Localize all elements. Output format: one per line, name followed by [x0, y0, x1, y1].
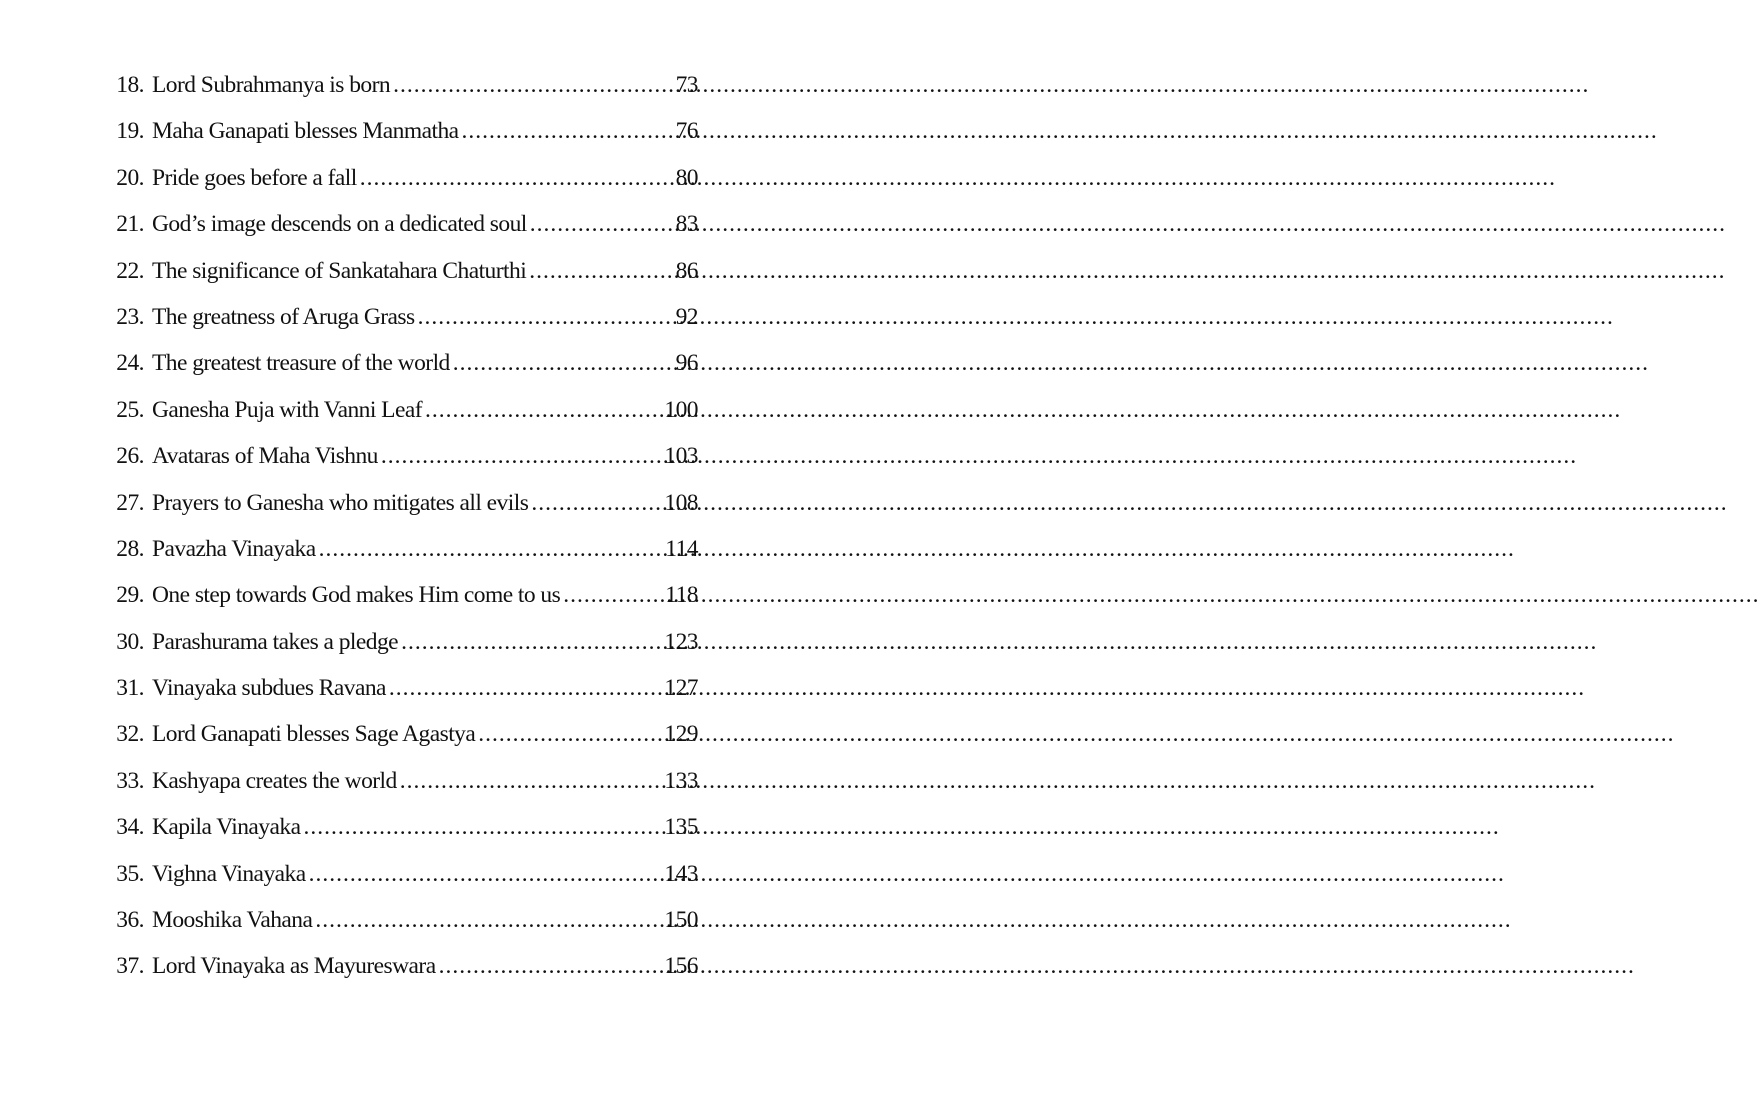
dot-leader [400, 758, 662, 804]
toc-entry [98, 387, 698, 433]
chapter-number: 20. [116, 164, 144, 191]
dot-leader [315, 897, 661, 943]
chapter-title: Parashurama takes a pledge [152, 628, 399, 655]
dot-leader [360, 155, 673, 201]
chapter-title: The greatest treasure of the world [152, 350, 450, 377]
chapter-number: 33. [116, 767, 144, 794]
dot-leader [425, 387, 661, 433]
chapter-title: Lord Vinayaka as Mayureswara [152, 953, 436, 980]
toc-entry [98, 201, 698, 247]
toc-entry [98, 851, 698, 897]
chapter-title: Lord Subrahmanya is born [152, 72, 391, 98]
toc-entry [98, 572, 698, 618]
toc-entry [98, 943, 698, 989]
dot-leader [529, 248, 672, 294]
toc-entry [98, 108, 698, 154]
page-number: 156 [664, 953, 698, 980]
chapter-number: 34. [116, 814, 144, 841]
page-number: 133 [664, 767, 698, 794]
page-number: 86 [675, 257, 698, 284]
chapter-title: Pride goes before a fall [152, 164, 357, 191]
document-page [0, 0, 780, 1108]
chapter-number: 21. [116, 211, 144, 238]
toc-entry [98, 340, 698, 386]
chapter-title: Mooshika Vahana [152, 907, 313, 934]
page-number: 80 [675, 164, 698, 191]
chapter-title: Kapila Vinayaka [152, 814, 301, 841]
page-number: 135 [664, 814, 698, 841]
dot-leader [393, 62, 673, 108]
page-number: 114 [665, 535, 698, 562]
chapter-number: 36. [116, 907, 144, 934]
chapter-number: 27. [116, 489, 144, 516]
chapter-number: 28. [116, 535, 144, 562]
page-number: 118 [665, 582, 698, 609]
page-number: 150 [664, 907, 698, 934]
toc-entry [98, 804, 698, 850]
toc-entry [98, 62, 698, 108]
chapter-number: 30. [116, 628, 144, 655]
chapter-title: The greatness of Aruga Grass [152, 303, 415, 330]
toc-entry [98, 526, 698, 572]
chapter-title: Ganesha Puja with Vanni Leaf [152, 396, 423, 423]
dot-leader [381, 433, 662, 479]
chapter-number: 35. [116, 860, 144, 887]
page-number: 73 [675, 72, 698, 98]
table-of-contents [98, 62, 698, 990]
chapter-number: 23. [116, 303, 144, 330]
chapter-title: Pavazha Vinayaka [152, 535, 316, 562]
page-number: 129 [664, 721, 698, 748]
chapter-title: Vighna Vinayaka [152, 860, 306, 887]
page-number: 127 [664, 675, 698, 702]
toc-entry [98, 155, 698, 201]
toc-entry [98, 619, 698, 665]
toc-entry [98, 758, 698, 804]
dot-leader [401, 619, 661, 665]
chapter-number: 29. [116, 582, 144, 609]
dot-leader [462, 108, 673, 154]
chapter-title: Vinayaka subdues Ravana [152, 675, 386, 702]
page-number: 103 [664, 443, 698, 470]
dot-leader [439, 943, 662, 989]
chapter-number: 25. [116, 396, 144, 423]
chapter-title: God’s image descends on a dedicated soul [152, 211, 527, 238]
page-number: 108 [664, 489, 698, 516]
toc-entry [98, 480, 698, 526]
chapter-number: 26. [116, 443, 144, 470]
chapter-number: 19. [116, 118, 144, 145]
chapter-number: 22. [116, 257, 144, 284]
page-number: 83 [675, 211, 698, 238]
chapter-title: Lord Ganapati blesses Sage Agastya [152, 721, 476, 748]
dot-leader [531, 480, 661, 526]
chapter-title: One step towards God makes Him come to us [152, 582, 561, 609]
chapter-title: Avataras of Maha Vishnu [152, 443, 378, 470]
dot-leader [303, 804, 661, 850]
chapter-number: 24. [116, 350, 144, 377]
chapter-number: 18. [116, 72, 144, 98]
chapter-title: Prayers to Ganesha who mitigates all evils [152, 489, 529, 516]
dot-leader [319, 526, 663, 572]
page-number: 143 [664, 860, 698, 887]
chapter-number: 32. [116, 721, 144, 748]
chapter-title: Kashyapa creates the world [152, 767, 397, 794]
page-number: 100 [664, 396, 698, 423]
dot-leader [389, 665, 661, 711]
page-number: 123 [664, 628, 698, 655]
page-number: 96 [675, 350, 698, 377]
dot-leader [418, 294, 673, 340]
page-number: 76 [675, 118, 698, 145]
toc-entry [98, 294, 698, 340]
toc-entry [98, 711, 698, 757]
dot-leader [309, 851, 662, 897]
toc-entry [98, 897, 698, 943]
dot-leader [478, 711, 661, 757]
chapter-title: The significance of Sankatahara Chaturthi [152, 257, 527, 284]
chapter-title: Maha Ganapati blesses Manmatha [152, 118, 459, 145]
page-number: 92 [675, 303, 698, 330]
chapter-number: 37. [116, 953, 144, 980]
toc-entry [98, 665, 698, 711]
dot-leader [530, 201, 673, 247]
toc-entry [98, 433, 698, 479]
dot-leader [453, 340, 673, 386]
toc-entry [98, 248, 698, 294]
dot-leader [563, 572, 662, 618]
chapter-number: 31. [116, 675, 144, 702]
